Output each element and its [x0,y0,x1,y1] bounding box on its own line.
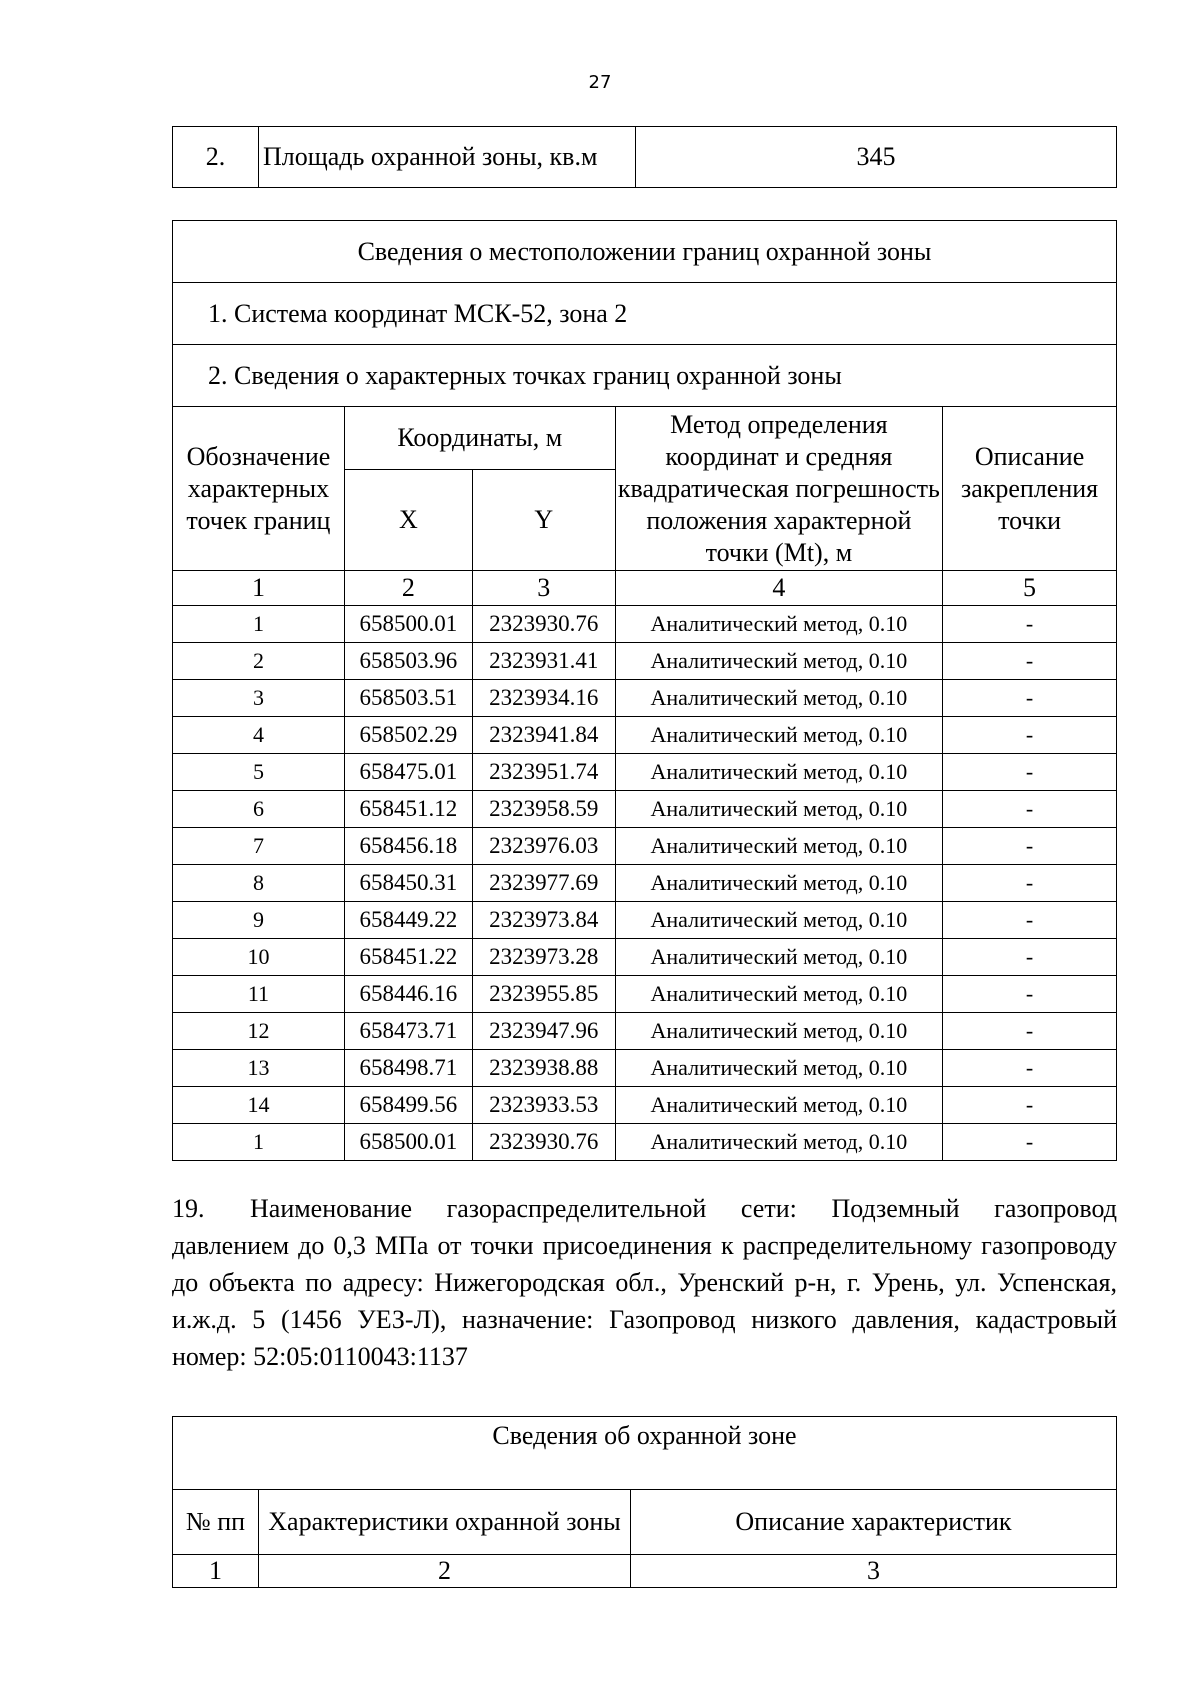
header-description: Описание закрепления точки [943,407,1117,571]
description-cell: - [943,976,1117,1013]
zone-title: Сведения об охранной зоне [173,1417,1117,1490]
description-cell: - [943,828,1117,865]
y-coordinate-cell: 2323931.41 [472,643,615,680]
x-coordinate-cell: 658451.12 [344,791,472,828]
point-id-cell: 1 [173,1124,345,1161]
x-coordinate-cell: 658446.16 [344,976,472,1013]
method-cell: Аналитический метод, 0.10 [615,680,942,717]
table-row [173,1124,1117,1161]
area-row [173,127,1117,188]
x-coordinate-cell: 658502.29 [344,717,472,754]
method-cell: Аналитический метод, 0.10 [615,828,942,865]
description-cell: - [943,939,1117,976]
point-id-cell: 4 [173,717,345,754]
point-id-cell: 9 [173,902,345,939]
table-row [173,939,1117,976]
paragraph-number: 19. [172,1194,205,1223]
table-row [173,865,1117,902]
description-cell: - [943,680,1117,717]
coords-header-row [173,407,1117,470]
coords-column-numbers-row [173,571,1117,606]
coords-points-title-row [173,345,1117,407]
column-number: 2 [259,1555,631,1588]
zone-column-numbers-row [173,1555,1117,1588]
paragraph-text: Наименование газораспределительной сети: Подземный газопровод давлением до 0,3 МПа от точки присоединения к распределительному газопроводу до объекта по адресу: Нижегородская обл., Уренский р-н, г. Урень, ул. Успенская, и.ж.д. 5 (1456 УЕЗ-Л), назначение: Газопровод низкого давления, кадастровый номер: 52:05:0110043:1137 [172,1194,1117,1371]
description-cell: - [943,717,1117,754]
header-designation: Обозначение характерных точек границ [173,407,345,571]
y-coordinate-cell: 2323930.76 [472,606,615,643]
column-number: 3 [472,571,615,606]
x-coordinate-cell: 658473.71 [344,1013,472,1050]
description-cell: - [943,1124,1117,1161]
column-number: 1 [173,1555,259,1588]
coords-data-body [173,606,1117,1161]
y-coordinate-cell: 2323958.59 [472,791,615,828]
x-coordinate-cell: 658475.01 [344,754,472,791]
table-row [173,1050,1117,1087]
method-cell: Аналитический метод, 0.10 [615,865,942,902]
coords-system: 1. Система координат МСК-52, зона 2 [173,283,1117,345]
method-cell: Аналитический метод, 0.10 [615,1124,942,1161]
x-coordinate-cell: 658503.96 [344,643,472,680]
x-coordinate-cell: 658450.31 [344,865,472,902]
header-coordinates: Координаты, м [344,407,615,470]
method-cell: Аналитический метод, 0.10 [615,1087,942,1124]
x-coordinate-cell: 658500.01 [344,1124,472,1161]
description-cell: - [943,1013,1117,1050]
x-coordinate-cell: 658499.56 [344,1087,472,1124]
description-cell: - [943,643,1117,680]
y-coordinate-cell: 2323955.85 [472,976,615,1013]
area-row-label: Площадь охранной зоны, кв.м [259,127,636,188]
y-coordinate-cell: 2323941.84 [472,717,615,754]
header-y: Y [472,470,615,571]
method-cell: Аналитический метод, 0.10 [615,939,942,976]
coords-title-row [173,221,1117,283]
zone-header-row [173,1490,1117,1555]
y-coordinate-cell: 2323930.76 [472,1124,615,1161]
area-row-number: 2. [173,127,259,188]
point-id-cell: 2 [173,643,345,680]
zone-header-number: № пп [173,1490,259,1555]
coords-system-row [173,283,1117,345]
column-number: 4 [615,571,942,606]
method-cell: Аналитический метод, 0.10 [615,717,942,754]
zone-header-description: Описание характеристик [631,1490,1117,1555]
point-id-cell: 7 [173,828,345,865]
method-cell: Аналитический метод, 0.10 [615,754,942,791]
point-id-cell: 10 [173,939,345,976]
method-cell: Аналитический метод, 0.10 [615,1050,942,1087]
point-id-cell: 12 [173,1013,345,1050]
x-coordinate-cell: 658451.22 [344,939,472,976]
method-cell: Аналитический метод, 0.10 [615,606,942,643]
table-row [173,643,1117,680]
method-cell: Аналитический метод, 0.10 [615,643,942,680]
protected-zone-info-table [172,1416,1117,1588]
boundary-coordinates-table [172,220,1117,1161]
table-row [173,754,1117,791]
point-id-cell: 3 [173,680,345,717]
method-cell: Аналитический метод, 0.10 [615,1013,942,1050]
header-method: Метод определения координат и средняя квадратическая погрешность положения характерной точки (Mt), м [615,407,942,571]
page-number: 27 [588,72,612,93]
description-cell: - [943,754,1117,791]
description-cell: - [943,902,1117,939]
y-coordinate-cell: 2323973.84 [472,902,615,939]
point-id-cell: 14 [173,1087,345,1124]
y-coordinate-cell: 2323977.69 [472,865,615,902]
y-coordinate-cell: 2323947.96 [472,1013,615,1050]
x-coordinate-cell: 658498.71 [344,1050,472,1087]
point-id-cell: 6 [173,791,345,828]
gas-network-paragraph [172,1190,1117,1375]
description-cell: - [943,1050,1117,1087]
protected-zone-area-table [172,126,1117,188]
x-coordinate-cell: 658500.01 [344,606,472,643]
point-id-cell: 13 [173,1050,345,1087]
area-row-value: 345 [636,127,1117,188]
description-cell: - [943,865,1117,902]
method-cell: Аналитический метод, 0.10 [615,791,942,828]
y-coordinate-cell: 2323973.28 [472,939,615,976]
point-id-cell: 5 [173,754,345,791]
table-row [173,717,1117,754]
table-row [173,680,1117,717]
zone-header-characteristics: Характеристики охранной зоны [259,1490,631,1555]
point-id-cell: 1 [173,606,345,643]
column-number: 5 [943,571,1117,606]
description-cell: - [943,1087,1117,1124]
x-coordinate-cell: 658503.51 [344,680,472,717]
description-cell: - [943,791,1117,828]
y-coordinate-cell: 2323951.74 [472,754,615,791]
description-cell: - [943,606,1117,643]
table-row [173,976,1117,1013]
header-x: X [344,470,472,571]
column-number: 3 [631,1555,1117,1588]
coords-points-title: 2. Сведения о характерных точках границ охранной зоны [173,345,1117,407]
coords-title: Сведения о местоположении границ охранной зоны [173,221,1117,283]
x-coordinate-cell: 658449.22 [344,902,472,939]
y-coordinate-cell: 2323976.03 [472,828,615,865]
y-coordinate-cell: 2323934.16 [472,680,615,717]
y-coordinate-cell: 2323938.88 [472,1050,615,1087]
table-row [173,1013,1117,1050]
method-cell: Аналитический метод, 0.10 [615,976,942,1013]
table-row [173,791,1117,828]
column-number: 1 [173,571,345,606]
table-row [173,1087,1117,1124]
method-cell: Аналитический метод, 0.10 [615,902,942,939]
table-row [173,828,1117,865]
x-coordinate-cell: 658456.18 [344,828,472,865]
point-id-cell: 8 [173,865,345,902]
zone-title-row [173,1417,1117,1490]
y-coordinate-cell: 2323933.53 [472,1087,615,1124]
point-id-cell: 11 [173,976,345,1013]
column-number: 2 [344,571,472,606]
table-row [173,606,1117,643]
table-row [173,902,1117,939]
